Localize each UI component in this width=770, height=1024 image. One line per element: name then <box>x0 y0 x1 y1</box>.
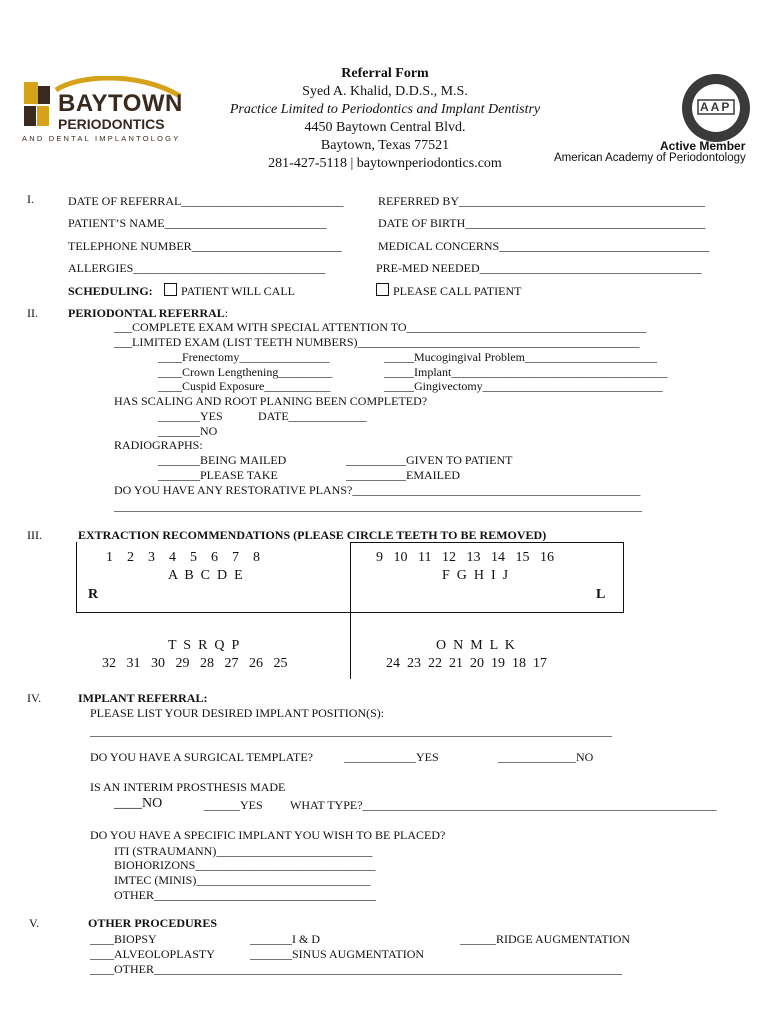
imtec-field[interactable]: IMTEC (MINIS)_____________________________ <box>114 873 371 887</box>
lower-left-tooth-numbers[interactable]: 24 23 22 21 20 19 18 17 <box>386 656 547 671</box>
surgical-template-yes-field[interactable]: ____________YES <box>344 750 439 764</box>
other-procedures-heading: OTHER PROCEDURES <box>88 916 218 930</box>
upper-right-primary-letters[interactable]: A B C D E <box>168 568 243 583</box>
pre-med-field[interactable]: PRE-MED NEEDED_____________________________________ <box>376 261 702 275</box>
aap-active-member: Active Member <box>660 139 746 153</box>
implant-positions-line[interactable]: _______________________________________________________________________________________ <box>90 724 612 738</box>
date-of-referral-field[interactable]: DATE OF REFERRAL___________________________ <box>68 194 344 208</box>
crown-lengthening-field[interactable]: ____Crown Lengthening_________ <box>158 365 333 379</box>
iti-straumann-field[interactable]: ITI (STRAUMANN)__________________________ <box>114 844 373 858</box>
section3-numeral: III. <box>27 528 42 542</box>
ridge-augmentation-field[interactable]: ______RIDGE AUGMENTATION <box>460 932 631 946</box>
upper-left-tooth-numbers[interactable]: 9 10 11 12 13 14 15 16 <box>376 550 554 565</box>
interim-yes-field[interactable]: ______YES <box>204 798 263 812</box>
implant-other-field[interactable]: OTHER_____________________________________ <box>114 888 376 902</box>
section2-numeral: II. <box>27 306 38 320</box>
interim-prosthesis-question: IS AN INTERIM PROSTHESIS MADE <box>90 780 286 794</box>
surgical-template-no-field[interactable]: _____________NO <box>498 750 594 764</box>
date-of-birth-field[interactable]: DATE OF BIRTH________________________________________ <box>378 216 706 230</box>
gingivectomy-field[interactable]: _____Gingivectomy______________________________ <box>384 379 663 393</box>
scaling-no-field[interactable]: _______NO <box>158 424 218 438</box>
what-type-field[interactable]: WHAT TYPE?___________________________________________________________ <box>290 798 717 812</box>
logo-tagline: AND DENTAL IMPLANTOLOGY <box>22 134 181 143</box>
sinus-augmentation-field[interactable]: _______SINUS AUGMENTATION <box>250 947 425 961</box>
scaling-date-field[interactable]: DATE_____________ <box>258 409 367 423</box>
implant-referral-heading: IMPLANT REFERRAL: <box>78 691 208 705</box>
specific-implant-question: DO YOU HAVE A SPECIFIC IMPLANT YOU WISH TO BE PLACED? <box>90 828 446 842</box>
contact-line: 281-427-5118 | baytownperiodontics.com <box>268 156 502 171</box>
mucogingival-field[interactable]: _____Mucogingival Problem______________________ <box>384 350 657 364</box>
patient-name-field[interactable]: PATIENT’S NAME___________________________ <box>68 216 327 230</box>
logo-name-baytown: BAYTOWN <box>58 90 183 117</box>
telephone-field[interactable]: TELEPHONE NUMBER_________________________ <box>68 239 342 253</box>
referred-by-field[interactable]: REFERRED BY_________________________________________ <box>378 194 706 208</box>
aap-seal <box>680 72 752 144</box>
restorative-plans-field[interactable]: DO YOU HAVE ANY RESTORATIVE PLANS?________________________________________________ <box>114 483 641 497</box>
scaling-question: HAS SCALING AND ROOT PLANING BEEN COMPLETED? <box>114 394 428 408</box>
surgical-template-question: DO YOU HAVE A SURGICAL TEMPLATE? <box>90 750 314 764</box>
lower-right-primary-letters[interactable]: T S R Q P <box>168 638 240 653</box>
patient-will-call-label: PATIENT WILL CALL <box>181 284 295 298</box>
patient-will-call-checkbox[interactable] <box>164 283 177 296</box>
periodontal-referral-heading <box>68 306 228 321</box>
logo-name-periodontics: PERIODONTICS <box>58 116 165 132</box>
periodontal-referral-colon: : <box>224 306 229 320</box>
biopsy-field[interactable]: ____BIOPSY <box>90 932 157 946</box>
emailed-field[interactable]: __________EMAILED <box>346 468 460 482</box>
please-take-field[interactable]: _______PLEASE TAKE <box>158 468 278 482</box>
aap-badge-text: AAP <box>700 100 732 114</box>
periodontal-referral-title: PERIODONTAL REFERRAL <box>68 306 225 320</box>
section4-numeral: IV. <box>27 691 42 705</box>
left-side-label: L <box>596 587 606 602</box>
upper-right-tooth-numbers[interactable]: 1 2 3 4 5 6 7 8 <box>106 550 260 565</box>
allergies-field[interactable]: ALLERGIES________________________________ <box>68 261 326 275</box>
upper-left-primary-letters[interactable]: F G H I J <box>442 568 509 583</box>
limited-exam-field[interactable]: ___LIMITED EXAM (LIST TEETH NUMBERS)_______________________________________________ <box>114 335 640 349</box>
practice-description: Practice Limited to Periodontics and Implant Dentistry <box>229 102 541 117</box>
lower-left-primary-letters[interactable]: O N M L K <box>436 638 515 653</box>
scaling-yes-field[interactable]: _______YES <box>158 409 223 423</box>
teeth-chart-left-border <box>76 542 77 612</box>
lower-right-tooth-numbers[interactable]: 32 31 30 29 28 27 26 25 <box>102 656 288 671</box>
please-call-patient-option[interactable] <box>376 283 521 299</box>
right-side-label: R <box>88 587 99 602</box>
alveoloplasty-field[interactable]: ____ALVEOLOPLASTY <box>90 947 215 961</box>
please-call-patient-label: PLEASE CALL PATIENT <box>393 284 522 298</box>
address-line1: 4450 Baytown Central Blvd. <box>304 120 466 135</box>
patient-will-call-option[interactable] <box>164 283 295 299</box>
section1-numeral: I. <box>27 192 34 206</box>
given-to-patient-field[interactable]: __________GIVEN TO PATIENT <box>346 453 513 467</box>
i-and-d-field[interactable]: _______I & D <box>250 932 320 946</box>
aap-academy-name: American Academy of Periodontology <box>554 152 746 164</box>
radiographs-label: RADIOGRAPHS: <box>114 438 203 452</box>
extraction-heading: EXTRACTION RECOMMENDATIONS (PLEASE CIRCLE TEETH TO BE REMOVED) <box>78 528 547 542</box>
practice-logo <box>20 76 190 148</box>
scheduling-label: SCHEDULING: <box>68 284 153 298</box>
please-call-patient-checkbox[interactable] <box>376 283 389 296</box>
section5-numeral: V. <box>29 916 40 930</box>
page-title: Referral Form <box>341 66 429 81</box>
frenectomy-field[interactable]: ____Frenectomy_______________ <box>158 350 330 364</box>
teeth-chart-vertical-divider <box>350 542 351 679</box>
teeth-chart-top-border <box>350 542 624 543</box>
implant-field[interactable]: _____Implant____________________________________ <box>384 365 668 379</box>
teeth-chart-right-border <box>623 542 624 612</box>
interim-no-field[interactable]: ____NO <box>114 796 163 811</box>
medical-concerns-field[interactable]: MEDICAL CONCERNS___________________________________ <box>378 239 710 253</box>
teeth-chart-middle-border <box>76 612 624 613</box>
restorative-plans-line[interactable]: ________________________________________________________________________________________ <box>114 499 642 513</box>
cuspid-exposure-field[interactable]: ____Cuspid Exposure___________ <box>158 379 331 393</box>
other-procedures-field[interactable]: ____OTHER______________________________________________________________________________ <box>90 962 622 976</box>
implant-positions-label: PLEASE LIST YOUR DESIRED IMPLANT POSITION(S): <box>90 706 385 720</box>
complete-exam-field[interactable]: ___COMPLETE EXAM WITH SPECIAL ATTENTION TO________________________________________ <box>114 320 647 334</box>
being-mailed-field[interactable]: _______BEING MAILED <box>158 453 287 467</box>
biohorizons-field[interactable]: BIOHORIZONS______________________________ <box>114 858 376 872</box>
address-line2: Baytown, Texas 77521 <box>320 138 450 153</box>
doctor-name: Syed A. Khalid, D.D.S., M.S. <box>302 84 468 99</box>
